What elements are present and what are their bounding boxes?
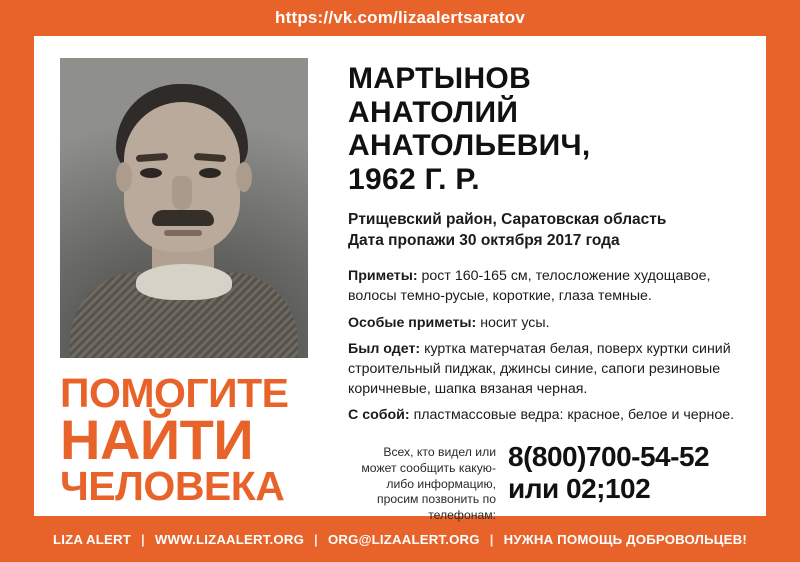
person-surname: МАРТЫНОВ	[348, 62, 532, 95]
person-description	[348, 266, 742, 425]
photo-ear-right	[236, 162, 252, 192]
footer-separator-1: |	[140, 531, 145, 547]
description-features-label: Приметы:	[348, 268, 418, 285]
description-belongings-text: пластмассовые ведра: красное, белое и черное.	[409, 407, 735, 424]
contact-block	[348, 441, 742, 523]
footer-website[interactable]: WWW.LIZAALERT.ORG	[154, 531, 305, 547]
description-clothes-label: Был одет:	[348, 340, 421, 357]
poster-left-column	[34, 36, 326, 516]
description-clothes-text: куртка матерчатая белая, поверх куртки синий строительный пиджак, джинсы синие, сапоги резиновые коричневые, шапка вязаная черная.	[348, 340, 731, 397]
footer-separator-3: |	[489, 531, 494, 547]
description-special-label: Особые приметы:	[348, 314, 477, 331]
person-name	[348, 62, 742, 196]
photo-mouth	[164, 230, 202, 236]
poster-card	[34, 36, 766, 522]
footer-org: LIZA ALERT	[53, 531, 131, 547]
photo-eye-right	[199, 168, 221, 178]
source-url-bar	[0, 0, 800, 36]
poster-right-column	[326, 36, 766, 522]
description-features	[348, 266, 742, 306]
headline-line-2: НАЙТИ	[60, 408, 254, 472]
headline-line-3: ЧЕЛОВЕКА	[60, 463, 285, 510]
person-birth-year: 1962 Г. Р.	[348, 162, 480, 196]
contact-note: Всех, кто видел или может сообщить какую-либо информацию, просим позвонить по телефонам:	[361, 445, 496, 522]
person-patronymic: АНАТОЛЬЕВИЧ,	[348, 129, 591, 163]
photo-moustache	[152, 210, 214, 226]
person-photo	[60, 58, 308, 358]
description-belongings	[348, 405, 742, 425]
source-url-text: https://vk.com/lizaalertsaratov	[275, 8, 525, 27]
footer-separator-2: |	[314, 531, 318, 547]
description-belongings-label: С собой:	[348, 407, 410, 424]
help-find-headline	[60, 370, 326, 510]
description-features-text: рост 160-165 см, телосложение худощавое, волосы темно-русые, короткие, глаза темные.	[348, 268, 711, 305]
photo-ear-left	[116, 162, 132, 192]
person-location-block	[348, 210, 742, 252]
photo-eye-left	[140, 168, 162, 178]
contact-phone-secondary[interactable]: или 02;102	[508, 472, 651, 504]
person-region: Ртищевский район, Саратовская область	[348, 211, 667, 229]
description-special	[348, 313, 742, 333]
photo-nose	[172, 176, 192, 210]
photo-collar	[136, 264, 232, 300]
person-missing-date: Дата пропажи 30 октября 2017 года	[348, 232, 620, 250]
footer-email[interactable]: ORG@LIZAALERT.ORG	[327, 531, 480, 547]
contact-phones	[508, 441, 709, 504]
description-special-text: носит усы.	[476, 314, 550, 331]
description-clothes	[348, 339, 742, 399]
footer-volunteer-call: НУЖНА ПОМОЩЬ ДОБРОВОЛЬЦЕВ!	[503, 531, 747, 547]
poster-footer	[0, 516, 800, 562]
headline-line-1: ПОМОГИТЕ	[60, 370, 289, 416]
person-firstname: АНАТОЛИЙ	[348, 95, 519, 129]
contact-phone-primary[interactable]: 8(800)700-54-52	[508, 441, 710, 473]
